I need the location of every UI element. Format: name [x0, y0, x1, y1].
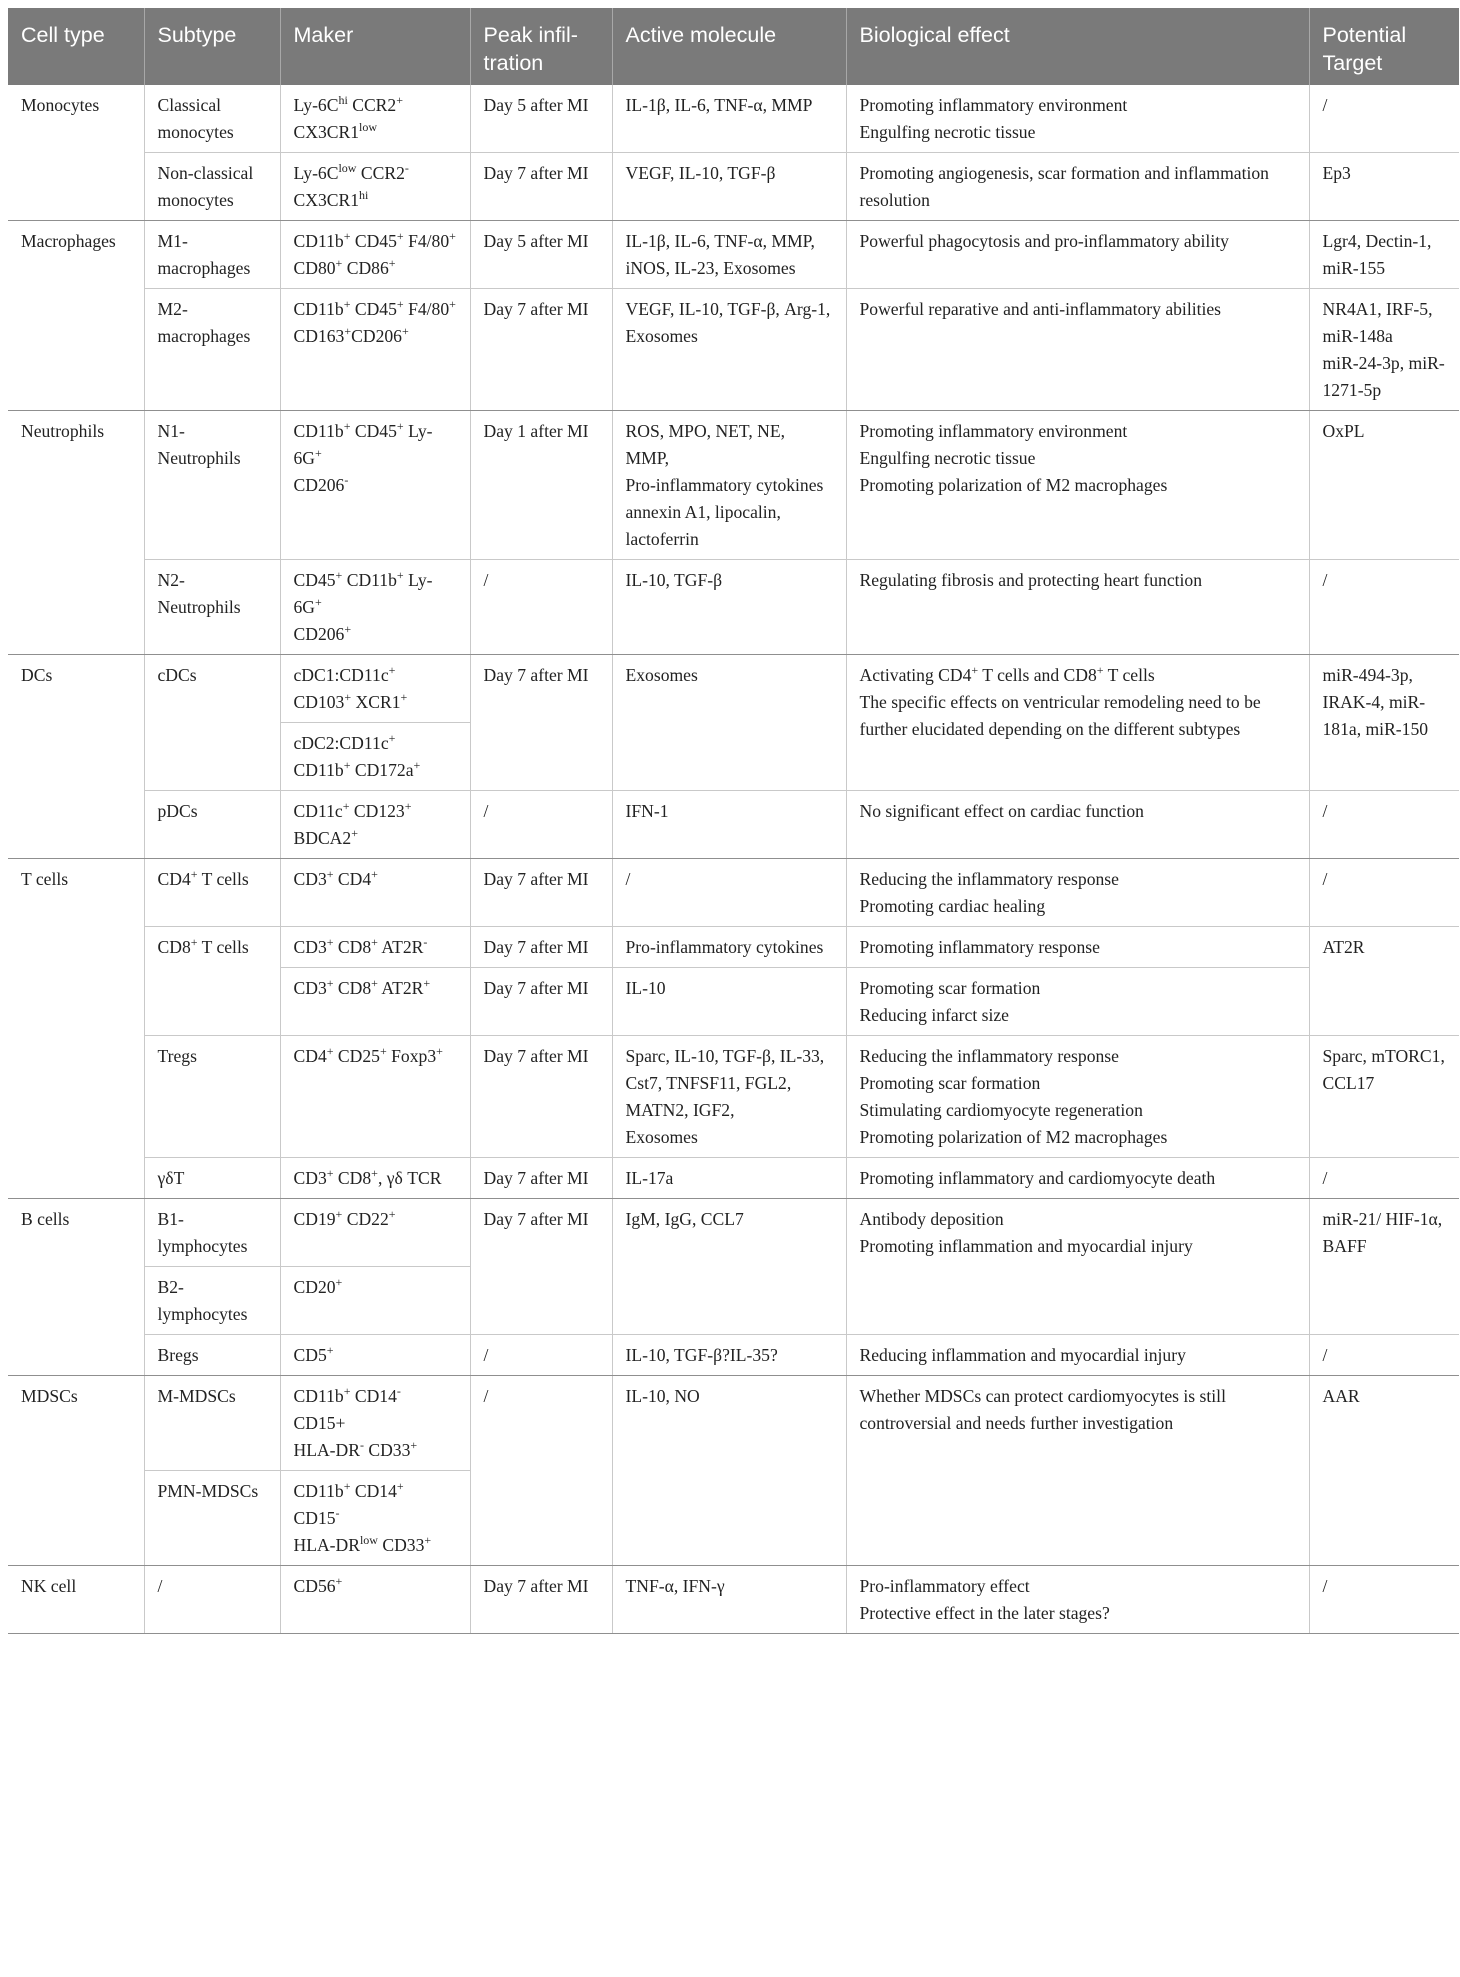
active-molecule: ROS, MPO, NET, NE, MMP, Pro-inflammatory cytokines annexin A1, lipocalin, lactoferrin: [612, 411, 846, 560]
biological-effect: Powerful phagocytosis and pro-inflammatory ability: [846, 221, 1309, 289]
potential-target: /: [1309, 85, 1459, 153]
header-cell-type: Cell type: [8, 8, 144, 85]
peak-infiltration: /: [470, 560, 612, 655]
potential-target: AT2R: [1309, 927, 1459, 1036]
peak-infiltration: Day 5 after MI: [470, 85, 612, 153]
maker: CD11b+ CD45+ Ly-6G+ CD206-: [280, 411, 470, 560]
subtype: Tregs: [144, 1036, 280, 1158]
subtype: N2-Neutrophils: [144, 560, 280, 655]
maker: $Ly-6C^{low}$ CCR2- $CX3CR1^{hi}$: [280, 153, 470, 221]
subtype: B2-lymphocytes: [144, 1267, 280, 1335]
cell-type: B cells: [8, 1199, 144, 1376]
header-biological-effect: Biological effect: [846, 8, 1309, 85]
subtype: /: [144, 1566, 280, 1634]
table-row: [8, 655, 1459, 723]
table-row: [8, 1335, 1459, 1376]
peak-infiltration: Day 7 after MI: [470, 1566, 612, 1634]
active-molecule: /: [612, 859, 846, 927]
peak-infiltration: Day 5 after MI: [470, 221, 612, 289]
maker: cDC2:CD11c+ CD11b+ CD172a+: [280, 723, 470, 791]
potential-target: /: [1309, 1158, 1459, 1199]
maker: CD4+ CD25+ Foxp3+: [280, 1036, 470, 1158]
active-molecule: IL-1β, IL-6, TNF-α, MMP, iNOS, IL-23, Exosomes: [612, 221, 846, 289]
potential-target: /: [1309, 1335, 1459, 1376]
active-molecule: IgM, IgG, CCL7: [612, 1199, 846, 1335]
header-maker: Maker: [280, 8, 470, 85]
table-row: [8, 411, 1459, 560]
subtype: cDCs: [144, 655, 280, 791]
table-row: [8, 927, 1459, 968]
cell-type: Neutrophils: [8, 411, 144, 655]
maker: CD56+: [280, 1566, 470, 1634]
cell-type: Macrophages: [8, 221, 144, 411]
biological-effect: Promoting angiogenesis, scar formation and inflammation resolution: [846, 153, 1309, 221]
potential-target: Ep3: [1309, 153, 1459, 221]
peak-infiltration: Day 7 after MI: [470, 655, 612, 791]
subtype: CD4+ T cells: [144, 859, 280, 927]
subtype: B1-lymphocytes: [144, 1199, 280, 1267]
biological-effect: Powerful reparative and anti-inflammatory abilities: [846, 289, 1309, 411]
biological-effect: Reducing the inflammatory response Promoting scar formation Stimulating cardiomyocyte regeneration Promoting polarization of M2 macrophages: [846, 1036, 1309, 1158]
active-molecule: IL-10, TGF-β: [612, 560, 846, 655]
header-subtype: Subtype: [144, 8, 280, 85]
peak-infiltration: Day 7 after MI: [470, 1158, 612, 1199]
subtype: γδT: [144, 1158, 280, 1199]
table-row: [8, 859, 1459, 927]
table-row: [8, 1158, 1459, 1199]
peak-infiltration: Day 7 after MI: [470, 1036, 612, 1158]
subtype: M1-macrophages: [144, 221, 280, 289]
maker: CD3+ CD8+, γδ TCR: [280, 1158, 470, 1199]
peak-infiltration: Day 1 after MI: [470, 411, 612, 560]
table-row: [8, 221, 1459, 289]
active-molecule: Exosomes: [612, 655, 846, 791]
maker: CD3+ CD4+: [280, 859, 470, 927]
active-molecule: IFN-1: [612, 791, 846, 859]
peak-infiltration: /: [470, 1335, 612, 1376]
potential-target: miR-494-3p, IRAK-4, miR-181a, miR-150: [1309, 655, 1459, 791]
active-molecule: IL-10, NO: [612, 1376, 846, 1566]
peak-infiltration: /: [470, 1376, 612, 1566]
active-molecule: VEGF, IL-10, TGF-β: [612, 153, 846, 221]
maker: $Ly-6C^{hi}$ CCR2+ $CX3CR1^{low}$: [280, 85, 470, 153]
cell-type: NK cell: [8, 1566, 144, 1634]
biological-effect: No significant effect on cardiac function: [846, 791, 1309, 859]
active-molecule: TNF-α, IFN-γ: [612, 1566, 846, 1634]
maker: CD19+ CD22+: [280, 1199, 470, 1267]
maker: CD11b+ CD14- CD15+ HLA-DR- CD33+: [280, 1376, 470, 1471]
table-row: [8, 1036, 1459, 1158]
biological-effect: Antibody deposition Promoting inflammation and myocardial injury: [846, 1199, 1309, 1335]
biological-effect: Reducing inflammation and myocardial injury: [846, 1335, 1309, 1376]
table-row: [8, 289, 1459, 411]
potential-target: Sparc, mTORC1, CCL17: [1309, 1036, 1459, 1158]
peak-infiltration: Day 7 after MI: [470, 968, 612, 1036]
subtype: CD8+ T cells: [144, 927, 280, 1036]
potential-target: /: [1309, 859, 1459, 927]
potential-target: NR4A1, IRF-5, miR-148a miR-24-3p, miR-1271-5p: [1309, 289, 1459, 411]
table-row: [8, 1566, 1459, 1634]
biological-effect: Promoting inflammatory response: [846, 927, 1309, 968]
subtype: M-MDSCs: [144, 1376, 280, 1471]
potential-target: OxPL: [1309, 411, 1459, 560]
maker: CD3+ CD8+ AT2R+: [280, 968, 470, 1036]
potential-target: /: [1309, 1566, 1459, 1634]
table-row: [8, 791, 1459, 859]
subtype: M2-macrophages: [144, 289, 280, 411]
table-row: [8, 1376, 1459, 1471]
active-molecule: IL-1β, IL-6, TNF-α, MMP: [612, 85, 846, 153]
potential-target: /: [1309, 791, 1459, 859]
immune-cell-table: [8, 8, 1459, 1634]
biological-effect: Whether MDSCs can protect cardiomyocytes is still controversial and needs further investigation: [846, 1376, 1309, 1566]
biological-effect: Regulating fibrosis and protecting heart function: [846, 560, 1309, 655]
peak-infiltration: /: [470, 791, 612, 859]
maker: cDC1:CD11c+ CD103+ XCR1+: [280, 655, 470, 723]
biological-effect: Reducing the inflammatory response Promoting cardiac healing: [846, 859, 1309, 927]
peak-infiltration: Day 7 after MI: [470, 289, 612, 411]
active-molecule: VEGF, IL-10, TGF-β, Arg-1, Exosomes: [612, 289, 846, 411]
peak-infiltration: Day 7 after MI: [470, 927, 612, 968]
subtype: Classical monocytes: [144, 85, 280, 153]
subtype: PMN-MDSCs: [144, 1471, 280, 1566]
biological-effect: Promoting inflammatory and cardiomyocyte death: [846, 1158, 1309, 1199]
header-potential-target: Potential Target: [1309, 8, 1459, 85]
active-molecule: Pro-inflammatory cytokines: [612, 927, 846, 968]
maker: CD20+: [280, 1267, 470, 1335]
maker: CD11b+ CD45+ F4/80+ CD163+CD206+: [280, 289, 470, 411]
subtype: N1-Neutrophils: [144, 411, 280, 560]
cell-type: DCs: [8, 655, 144, 859]
maker: CD3+ CD8+ AT2R-: [280, 927, 470, 968]
subtype: pDCs: [144, 791, 280, 859]
header-active-molecule: Active molecule: [612, 8, 846, 85]
biological-effect: Pro-inflammatory effect Protective effect in the later stages?: [846, 1566, 1309, 1634]
active-molecule: IL-10: [612, 968, 846, 1036]
maker: CD45+ CD11b+ Ly-6G+ CD206+: [280, 560, 470, 655]
active-molecule: IL-17a: [612, 1158, 846, 1199]
subtype: Bregs: [144, 1335, 280, 1376]
maker: CD11b+ CD14+ CD15- HLA-$DR^{low}$ CD33+: [280, 1471, 470, 1566]
active-molecule: IL-10, TGF-β?IL-35?: [612, 1335, 846, 1376]
biological-effect: Activating CD4+ T cells and CD8+ T cells The specific effects on ventricular remodeling need to be further elucidated depending on the different subtypes: [846, 655, 1309, 791]
peak-infiltration: Day 7 after MI: [470, 153, 612, 221]
biological-effect: Promoting inflammatory environment Engulfing necrotic tissue: [846, 85, 1309, 153]
cell-type: T cells: [8, 859, 144, 1199]
peak-infiltration: Day 7 after MI: [470, 1199, 612, 1335]
subtype: Non-classical monocytes: [144, 153, 280, 221]
header-row: [8, 8, 1459, 85]
maker: CD11b+ CD45+ F4/80+ CD80+ CD86+: [280, 221, 470, 289]
biological-effect: Promoting inflammatory environment Engulfing necrotic tissue Promoting polarization of M2 macrophages: [846, 411, 1309, 560]
table-row: [8, 560, 1459, 655]
header-peak-infiltration: Peak infil-tration: [470, 8, 612, 85]
peak-infiltration: Day 7 after MI: [470, 859, 612, 927]
maker: CD11c+ CD123+ BDCA2+: [280, 791, 470, 859]
maker: CD5+: [280, 1335, 470, 1376]
cell-type: Monocytes: [8, 85, 144, 221]
potential-target: miR-21/ HIF-1α, BAFF: [1309, 1199, 1459, 1335]
active-molecule: Sparc, IL-10, TGF-β, IL-33, Cst7, TNFSF11, FGL2, MATN2, IGF2, Exosomes: [612, 1036, 846, 1158]
cell-type: MDSCs: [8, 1376, 144, 1566]
table-row: [8, 85, 1459, 153]
table-row: [8, 153, 1459, 221]
biological-effect: Promoting scar formation Reducing infarct size: [846, 968, 1309, 1036]
potential-target: Lgr4, Dectin-1, miR-155: [1309, 221, 1459, 289]
table-row: [8, 1199, 1459, 1267]
potential-target: AAR: [1309, 1376, 1459, 1566]
potential-target: /: [1309, 560, 1459, 655]
